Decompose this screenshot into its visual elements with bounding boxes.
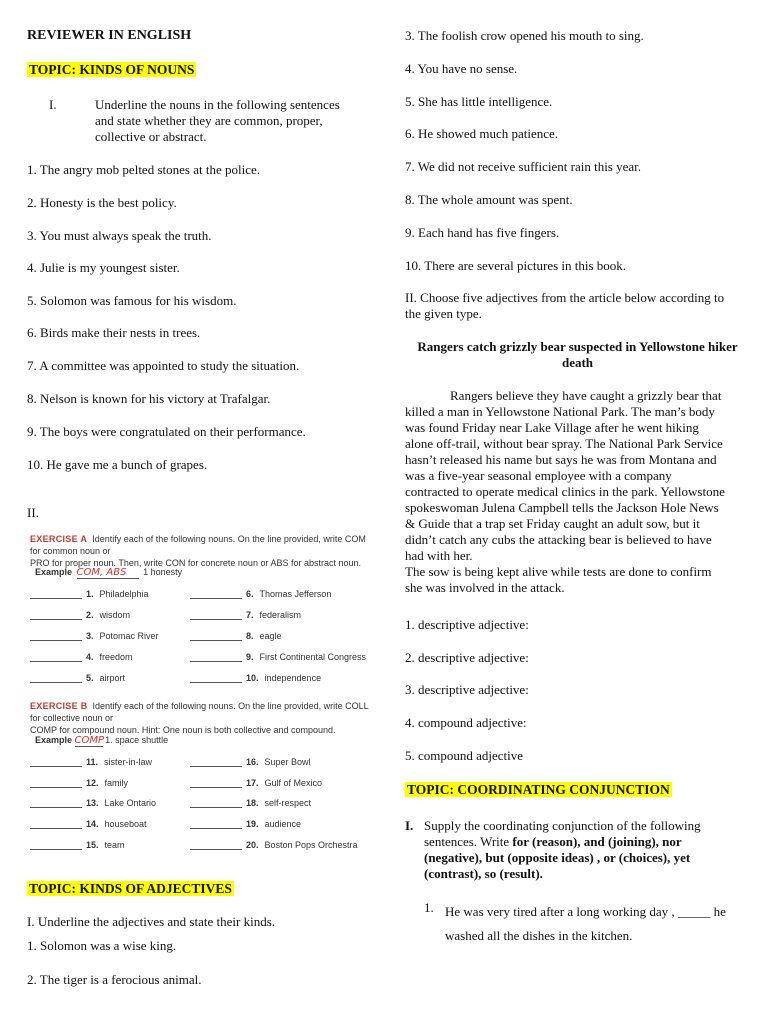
exercise-b-item: 11. sister-in-law: [30, 757, 152, 767]
exercise-a-item: 4. freedom: [30, 652, 133, 662]
noun-item: 5. Solomon was famous for his wisdom.: [27, 293, 237, 308]
adjective-item: 9. Each hand has five fingers.: [405, 225, 560, 240]
exercise-a-item: 5. airport: [30, 673, 125, 683]
topic-kinds-of-adjectives: TOPIC: KINDS OF ADJECTIVES: [29, 881, 232, 896]
adjective-type-item: 1. descriptive adjective:: [405, 617, 529, 632]
adjective-item: 1. Solomon was a wise king.: [27, 938, 177, 953]
exercise-b-item: 20. Boston Pops Orchestra: [190, 840, 358, 850]
exercise-b-item: 13. Lake Ontario: [30, 798, 156, 808]
exercise-b-item: 14. houseboat: [30, 819, 147, 829]
exercise-b-item: 19. audience: [190, 819, 301, 829]
topic-kinds-of-nouns: TOPIC: KINDS OF NOUNS: [29, 62, 195, 77]
section-two-label: II.: [27, 505, 39, 520]
exercise-a-item: 9. First Continental Congress: [190, 652, 366, 662]
adjective-type-item: 2. descriptive adjective:: [405, 650, 529, 665]
adjective-instructions: I. Underline the adjectives and state their kinds.: [27, 914, 276, 929]
exercise-b-item: 18. self-respect: [190, 798, 311, 808]
noun-item: 3. You must always speak the truth.: [27, 228, 212, 243]
exercise-b-item: 16. Super Bowl: [190, 757, 311, 767]
noun-instructions: Underline the nouns in the following sentences and state whether they are common, proper, collective or abstract.: [95, 97, 340, 144]
exercise-b-item: 15. team: [30, 840, 125, 850]
exercise-a-item: 10. independence: [190, 673, 321, 683]
noun-item: 10. He gave me a bunch of grapes.: [27, 457, 208, 472]
adjective-item: 8. The whole amount was spent.: [405, 192, 573, 207]
noun-item: 7. A committee was appointed to study the situation.: [27, 358, 300, 373]
topic-coordinating-conjunction: TOPIC: COORDINATING CONJUNCTION: [407, 782, 670, 797]
conjunction-item-number: 1.: [424, 900, 434, 915]
article-body: Rangers believe they have caught a grizzly bear that killed a man in Yellowstone National Park. The man’s body was found Friday near Lake Village after he went hiking alone off-trail, without bear spray. The National Park Service hasn’t released his name but says he was from Montana and was a five-year seasonal employee with a company contracted to operate medical clinics in the park. Yellowstone spokeswoman Julena Campbell tells the Jackson Hole News & Guide that a trap set Friday caught an adult sow, but it didn’t catch any cubs the attacking bear is believed to have had with her. The sow is being kept alive while tests are done to confirm she was involved in the attack.: [405, 388, 725, 595]
instruction-number: I.: [49, 97, 57, 112]
conjunction-instructions: Supply the coordinating conjunction of the following sentences. Write for (reason), and (joining), nor (negative), but (opposite ideas) , or (choices), yet (contrast), so (result).: [424, 818, 701, 881]
exercise-a-item: 2. wisdom: [30, 610, 130, 620]
noun-item: 4. Julie is my youngest sister.: [27, 260, 180, 275]
noun-item: 2. Honesty is the best policy.: [27, 195, 177, 210]
adjective-type-item: 4. compound adjective:: [405, 715, 527, 730]
noun-item: 6. Birds make their nests in trees.: [27, 325, 201, 340]
conjunction-item: He was very tired after a long working day , _____ he washed all the dishes in the kitchen.: [445, 904, 726, 943]
exercise-b-example: Example COMP 1. space shuttle: [35, 735, 169, 746]
noun-item: 8. Nelson is known for his victory at Trafalgar.: [27, 391, 271, 406]
exercise-a-item: 1. Philadelphia: [30, 589, 149, 599]
adjective-item: 3. The foolish crow opened his mouth to sing.: [405, 28, 644, 43]
exercise-a-item: 7. federalism: [190, 610, 301, 620]
adjective-item: 7. We did not receive sufficient rain this year.: [405, 159, 642, 174]
noun-item: 9. The boys were congratulated on their performance.: [27, 424, 306, 439]
adjective-item: 10. There are several pictures in this book.: [405, 258, 627, 273]
exercise-a-instructions: EXERCISE A Identify each of the following nouns. On the line provided, write COM for common noun or PRO for proper noun. Then, write CON for concrete noun or ABS for abstract noun.: [30, 534, 366, 568]
conjunction-instruction-number: I.: [405, 818, 414, 833]
adjective-item: 6. He showed much patience.: [405, 126, 559, 141]
exercise-b-item: 17. Gulf of Mexico: [190, 778, 322, 788]
exercise-a-example: Example COM, ABS 1 honesty: [35, 567, 183, 578]
article-title: Rangers catch grizzly bear suspected in Yellowstone hiker death: [417, 339, 738, 370]
exercise-a-item: 6. Thomas Jefferson: [190, 589, 331, 599]
adjective-item: 5. She has little intelligence.: [405, 94, 553, 109]
noun-item: 1. The angry mob pelted stones at the police.: [27, 162, 260, 177]
exercise-a-item: 8. eagle: [190, 631, 282, 641]
exercise-b-item: 12. family: [30, 778, 128, 788]
adjective-type-item: 3. descriptive adjective:: [405, 682, 529, 697]
adjective-item: 4. You have no sense.: [405, 61, 518, 76]
exercise-a-item: 3. Potomac River: [30, 631, 159, 641]
adjective-type-item: 5. compound adjective: [405, 748, 524, 763]
exercise-b-instructions: EXERCISE B Identify each of the following nouns. On the line provided, write COLL for collective noun or COMP for compound noun. Hint: One noun is both collective and compound.: [30, 701, 369, 735]
adjective-item: 2. The tiger is a ferocious animal.: [27, 972, 202, 987]
part-two-instructions: II. Choose five adjectives from the article below according to the given type.: [405, 290, 725, 321]
page-title: REVIEWER IN ENGLISH: [27, 28, 192, 43]
